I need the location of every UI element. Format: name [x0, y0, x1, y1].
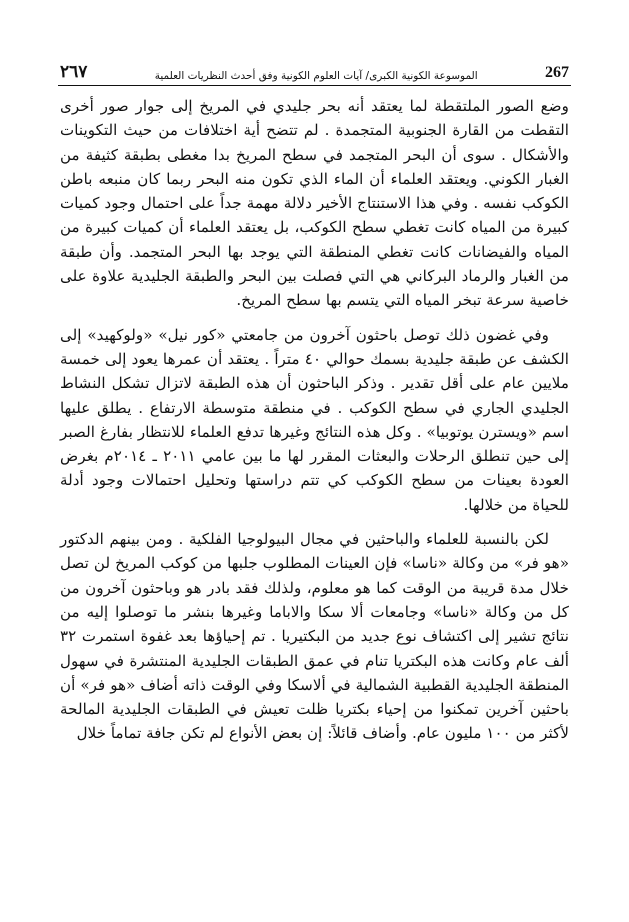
paragraph-3: لكن بالنسبة للعلماء والباحثين في مجال البيولوجيا الفلكية . ومن بينهم الدكتور «هو فر» من وكالة «ناسا» فإن العينات المطلوب جلبها من كوكب المريخ لن تصل خلال مدة قريبة من الوقت كما هو معلوم، ولذلك فقد بادر هو وباحثون آخرون من كل من وكالة «ناسا» وجامعات ألا سكا والاباما وغيرها بنشر ما توصلوا إليه من نتائج تشير إلى اكتشاف نوع جديد من البكتيريا . تم إحياؤها بعد غفوة استمرت ٣٢ ألف عام وكانت هذه البكتريا تنام في عمق الطبقات الجليدية المنتشرة في سهول المنطقة الجليدية القطبية الشمالية في ألاسكا وفي الوقت ذاته أضاف «هو فر» أن باحثين آخرين تمكنوا من إحياء بكتريا ظلت تعيش في الطبقات الجليدية المالحة لأكثر من ١٠٠ مليون عام. وأضاف قائلاً: إن بعض الأنواع لم تكن جافة تماماً خلال — [60, 530, 569, 743]
running-title: الموسوعة الكونية الكبرى/ آيات العلوم الكونية وفق أحدث النظريات العلمية — [154, 70, 478, 82]
paragraph-2: وفي غضون ذلك توصل باحثون آخرون من جامعتي «كور نيل» «ولوكهيد» إلى الكشف عن طبقة جليدية بسمك حوالي ٤٠ متراً . يعتقد أن عمرها يعود إلى خمسة ملايين عام على أقل تقدير . وذكر الباحثون أن هذه الطبقة لاتزال تشكل النشاط الجليدي الجاري في سطح الكوكب . في منطقة متوسطة الارتفاع . يطلق عليها اسم «ويسترن يوتوبيا» . وكل هذه النتائج وغيرها تدفع العلماء للانتظار بفارغ الصبر إلى حين تنطلق الرحلات والبعثات المقرر لها ما بين عامي ٢٠١١ ـ ٢٠١٤م بغرض العودة بعينات من سطح الكوكب كي تتم دراستها وتحليل احتمالات وجود أدلة للحياة من خلالها. — [60, 325, 570, 514]
body-text — [60, 94, 569, 746]
page-number-arabic: ٢٦٧ — [60, 62, 88, 82]
header-rule — [58, 85, 571, 86]
paragraph-1: وضع الصور الملتقطة لما يعتقد أنه بحر جليدي في المريخ إلى جوار صور أخرى التقطت من القارة الجنوبية المتجمدة . لم تتضح أية اختلافات من حيث التكوينات والأشكال . سوى أن البحر المتجمد في سطح المريخ بدا مغطى بطبقة كثيفة من الغبار الكوني. ويعتقد العلماء أن الماء الذي تكون منه البحر ربما كان منبعه باطن الكوكب نفسه . وفي هذا الاستنتاج الأخير دلالة مهمة جداً على احتمال وجود كميات كبيرة من المياه كانت تغطي سطح الكوكب، بل يعتقد العلماء أن كميات كبيرة من المياه والفيضانات كانت تغطي المنطقة التي يوجد بها البحر المتجمد. وأن طبقة من الغبار والرماد البركاني هي التي فصلت بين البحر والطبقة الجليدية علاوة على خاصية سرعة تبخر المياه التي يتسم بها سطح المريخ. — [60, 97, 569, 310]
page-number-latin: 267 — [545, 64, 569, 81]
running-header — [60, 56, 569, 82]
